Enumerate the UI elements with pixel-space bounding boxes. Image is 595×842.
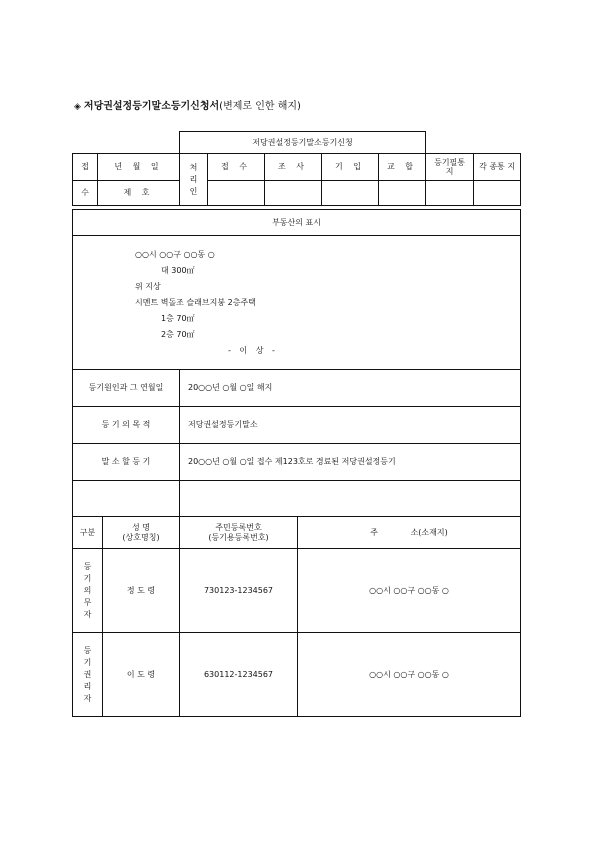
purpose-value[interactable]: 저당권설정등기말소 (180, 407, 521, 444)
property-floor2: 2층 70㎡ (161, 330, 195, 339)
receipt-label-2: 수 (73, 181, 98, 206)
reception-label: 접 수 (208, 154, 265, 181)
property-end-mark: - 이 상 - (228, 346, 275, 355)
col-class-header: 구분 (73, 517, 103, 549)
obligor-name[interactable]: 정 도 령 (103, 549, 180, 633)
property-floor1: 1층 70㎡ (161, 314, 195, 323)
property-land: 대 300㎡ (161, 266, 195, 275)
obligor-label: 등기의무자 (73, 549, 103, 633)
obligor-address[interactable]: ○○시 ○○구 ○○동 ○ (298, 549, 521, 633)
examination-label: 조 사 (265, 154, 322, 181)
right-holder-id[interactable]: 630112-1234567 (180, 633, 298, 717)
property-address: ○○시 ○○구 ○○동 ○ (135, 250, 215, 259)
form-name: 저당권설정등기말소등기신청 (180, 132, 426, 154)
property-building-prefix: 위 지상 (135, 282, 161, 291)
cancel-label: 말 소 할 등 기 (73, 444, 180, 481)
col-id-header: 주민등록번호 (등기용등록번호) (180, 517, 298, 549)
entry-cell[interactable] (322, 181, 379, 206)
notice-cell[interactable] (474, 181, 521, 206)
receipt-label: 접 (73, 154, 98, 181)
receipt-table (72, 131, 521, 206)
examination-cell[interactable] (265, 181, 322, 206)
right-holder-address[interactable]: ○○시 ○○구 ○○동 ○ (298, 633, 521, 717)
right-holder-label: 등기권리자 (73, 633, 103, 717)
document-title (74, 97, 301, 112)
property-description (73, 236, 521, 370)
application-body-table (72, 209, 521, 717)
property-structure: 시멘트 벽돌조 슬래브지붕 2층주택 (135, 298, 256, 307)
title-main: 저당권설정등기말소등기신청서 (83, 101, 220, 112)
cert-notice-label: 등기필통 지 (426, 154, 474, 181)
blank-label-cell (73, 481, 180, 517)
cause-label: 등기원인과 그 연월일 (73, 370, 180, 407)
number-label: 제 호 (98, 181, 180, 206)
diamond-bullet-icon: ◈ (74, 102, 81, 112)
reception-cell[interactable] (208, 181, 265, 206)
notice-label: 각 종통 지 (474, 154, 521, 181)
col-address-header: 주 소(소재지) (298, 517, 521, 549)
purpose-label: 등 기 의 목 적 (73, 407, 180, 444)
cert-notice-cell[interactable] (426, 181, 474, 206)
checking-cell[interactable] (379, 181, 426, 206)
blank-value-cell[interactable] (180, 481, 521, 517)
obligor-id[interactable]: 730123-1234567 (180, 549, 298, 633)
cause-value[interactable]: 20○○년 ○월 ○일 해지 (180, 370, 521, 407)
processor-label: 처리인 (180, 154, 208, 206)
right-holder-name[interactable]: 이 도 령 (103, 633, 180, 717)
col-name-header: 성 명 (상호명칭) (103, 517, 180, 549)
cancel-value[interactable]: 20○○년 ○월 ○일 접수 제123호로 경료된 저당권설정등기 (180, 444, 521, 481)
checking-label: 교 합 (379, 154, 426, 181)
entry-label: 기 입 (322, 154, 379, 181)
property-header: 부동산의 표시 (73, 210, 521, 236)
title-sub: (변제로 인한 해지) (219, 101, 301, 112)
date-label: 년 월 일 (98, 154, 180, 181)
